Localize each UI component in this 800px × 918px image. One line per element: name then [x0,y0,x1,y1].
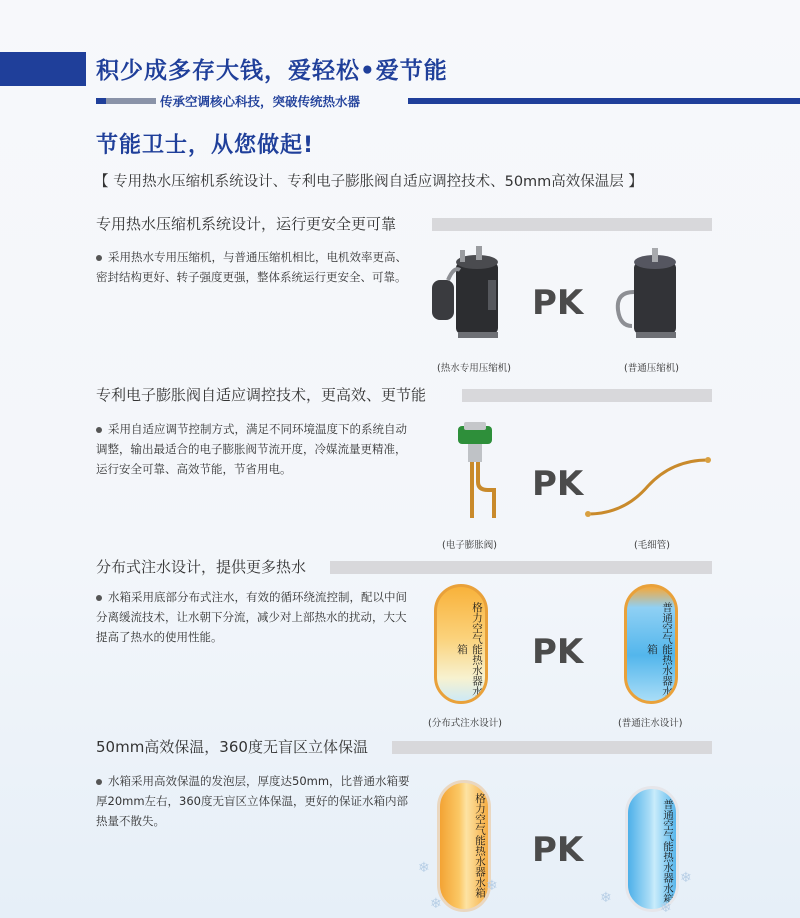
pk-label: PK [532,464,584,504]
bullet-text: 水箱采用高效保温的发泡层，厚度达50mm，比普通水箱要厚20mm左右，360度无盲区立体保温，更好的保证水箱内部热量不散失。 [96,774,410,828]
subtitle-right-rule [408,98,800,104]
section-title-insulation: 50mm高效保温，360度无盲区立体保温 [96,738,368,756]
section-text-insulation [96,771,414,831]
bullet-icon [96,427,102,433]
snowflake-icon: ❄ [486,878,498,894]
standard-insulated-tank-image [625,786,679,912]
section-text-distributed-inlet [96,587,414,647]
gree-water-tank-image [434,584,488,704]
caption-standard-inlet: (普通注水设计) [618,718,683,729]
caption-standard-compressor: (普通压缩机) [624,363,679,374]
bullet-icon [96,255,102,261]
dedicated-compressor-image [428,240,518,345]
tank-label: 格力空气能热水器水箱 [474,793,486,898]
pk-label: PK [532,283,584,323]
section-heading-bar [432,218,712,231]
section-title-distributed-inlet: 分布式注水设计，提供更多热水 [96,558,307,576]
snowflake-icon: ❄ [418,860,430,876]
caption-dedicated-compressor: (热水专用压缩机) [437,363,511,374]
bullet-icon [96,779,102,785]
capillary-tube-image [584,452,714,522]
section-heading-bar [392,741,712,754]
electronic-expansion-valve-image [448,420,508,525]
gree-insulated-tank-image [437,780,491,912]
snowflake-icon: ❄ [660,900,672,916]
feature-summary: 【 专用热水压缩机系统设计、专利电子膨胀阀自适应调控技术、50mm高效保温层 】 [94,174,643,190]
snowflake-icon: ❄ [680,870,692,886]
pk-label: PK [532,632,584,672]
header-accent-bar [0,52,86,86]
slogan: 节能卫士，从您做起! [96,133,315,158]
page-title: 积少成多存大钱，爱轻松•爱节能 [96,58,448,84]
snowflake-icon: ❄ [600,890,612,906]
section-heading-bar [330,561,712,574]
section-title-compressor: 专用热水压缩机系统设计，运行更安全更可靠 [96,215,397,233]
tank-label: 普通空气能热水器水箱 [646,601,673,697]
bullet-text: 水箱采用底部分布式注水，有效的循环绕流控制，配以中间分离缓流技术，让水朝下分流，减少对上部热水的扰动，大大提高了热水的使用性能。 [96,590,407,644]
section-text-compressor [96,247,414,287]
bullet-text: 采用热水专用压缩机，与普通压缩机相比，电机效率更高、密封结构更好、转子强度更强，整体系统运行更安全、可靠。 [96,250,407,284]
standard-compressor-image [606,240,696,345]
bullet-icon [96,595,102,601]
pk-label: PK [532,830,584,870]
bullet-text: 采用自适应调节控制方式，满足不同环境温度下的系统自动调整，输出最适合的电子膨胀阀节流开度，冷媒流量更精准，运行安全可靠、高效节能，节省用电。 [96,422,407,476]
section-title-expansion-valve: 专利电子膨胀阀自适应调控技术，更高效、更节能 [96,386,427,404]
tank-label: 普通空气能热水器水箱 [662,799,674,904]
tank-label: 格力空气能热水器水箱 [456,601,483,697]
caption-capillary-tube: (毛细管) [634,540,670,551]
section-heading-bar [462,389,712,402]
standard-water-tank-image [624,584,678,704]
snowflake-icon: ❄ [430,896,442,912]
subtitle-left-rule [96,98,156,104]
section-text-expansion-valve [96,419,414,479]
caption-distributed-inlet: (分布式注水设计) [428,718,502,729]
caption-electronic-expansion-valve: (电子膨胀阀) [442,540,497,551]
page-subtitle: 传承空调核心科技，突破传统热水器 [160,94,361,109]
